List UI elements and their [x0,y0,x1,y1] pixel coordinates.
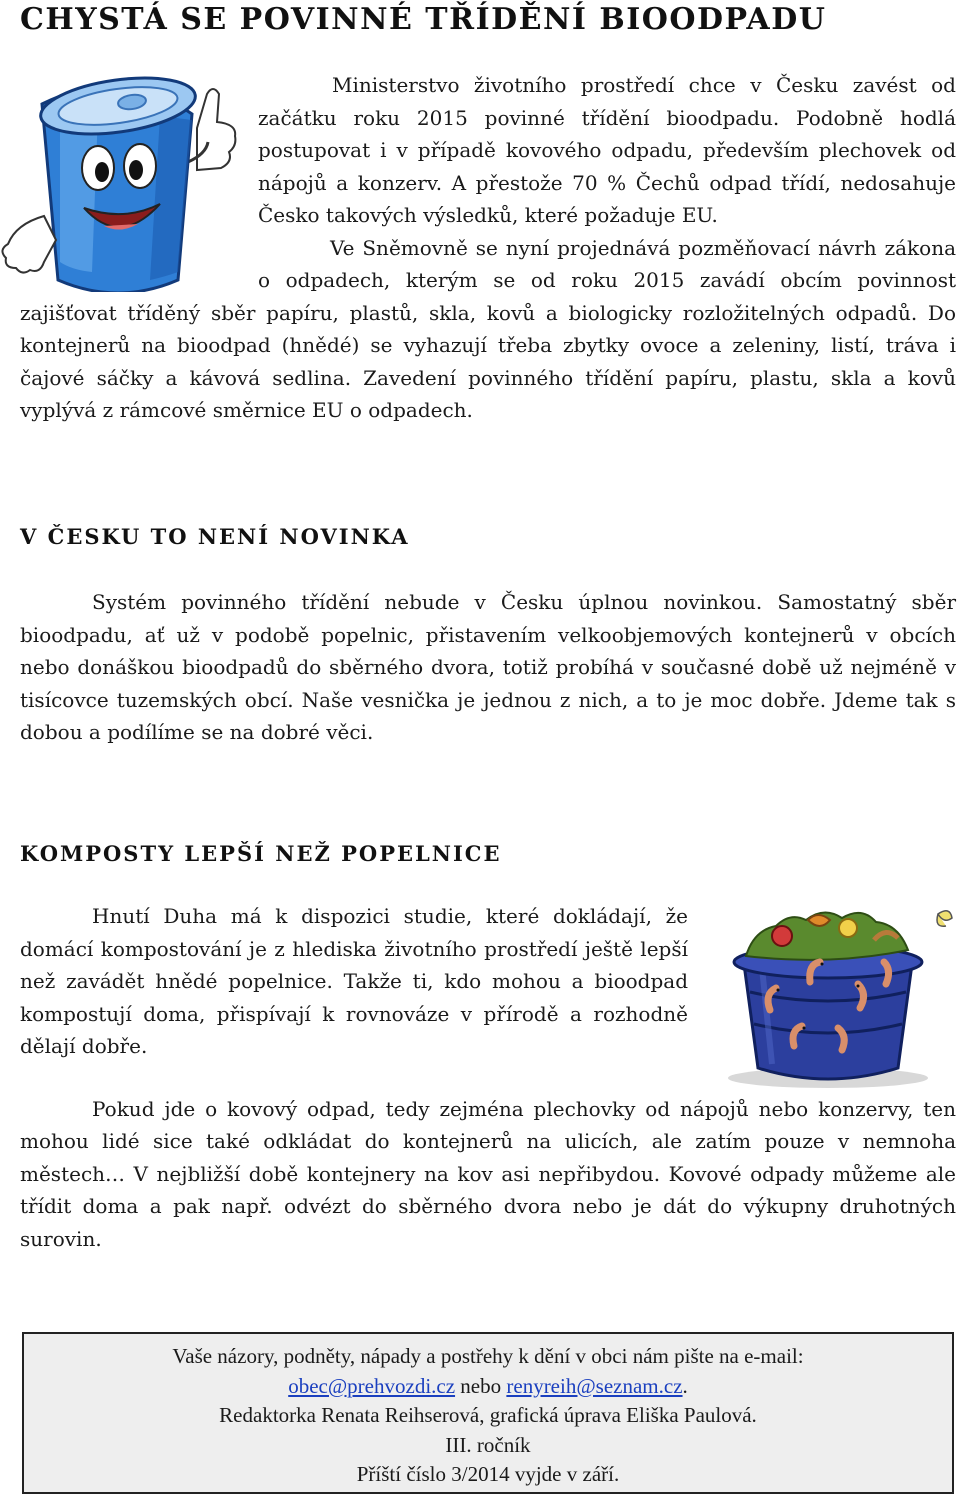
can-mascot-icon [0,66,240,292]
headline-sorting-biowaste: CHYSTÁ SE POVINNÉ TŘÍDĚNÍ BIOODPADU [20,2,827,37]
email-link-obec[interactable]: obec@prehvozdi.cz [288,1373,456,1398]
article2-body [20,586,956,749]
article2-paragraph1: Systém povinného třídění nebude v Česku úplnou novinkou. Samostatný sběr bioodpadu, ať už v podobě popelnic, přistavením velkoobjemových kontejnerů v obcích nebo donáškou bioodpadů do sběrného dvora, totiž probíhá v současné době už nejméně v tisícovce tuzemských obcí. Naše vesnička je jednou z nich, a to je moc dobře. Jdeme tak s dobou a podílíme se na dobré věci. [20,590,956,744]
footer-editors-line: Redaktorka Renata Reihserová, grafická úprava Eliška Paulová. [219,1403,757,1427]
headline-not-new: V ČESKU TO NENÍ NOVINKA [20,524,410,549]
email-link-renyreih[interactable]: renyreih@seznam.cz [506,1373,683,1398]
article3-paragraph1: Hnutí Duha má k dispozici studie, které dokládají, že domácí kompostování je z hlediska životního prostředí ještě lepší než zavádět hnědé popelnice. Takže ti, kdo mohou a bioodpad kompostují doma, přispívají k rovnováze v přírodě a rozhodně dělají dobře. [20,904,688,1058]
article1-body [20,66,956,427]
article3-paragraph2: Pokud jde o kovový odpad, tedy zejména plechovky od nápojů nebo konzervy, ten mohou lidé sice také odkládat do kontejnerů na ulicích, ale zatím pouze v nemnoha městech… V nejbližší době kontejnery na kov asi nepřibydou. Kovové odpady můžeme ale třídit doma a pak např. odvézt do sběrného dvora nebo je dát do výkupny druhotných surovin. [20,1096,956,1251]
footer-conjunction: nebo [455,1373,507,1398]
contact-footer [22,1332,954,1494]
article1-paragraph2: Ve Sněmovně se nyní projednává pozměňovací návrh zákona o odpadech, kterým se od roku 2015 zavádí obcím povinnost zajišťovat tříděný sběr papíru, plastů, skla, kovů a biologicky rozložitelných odpadů. Do kontejnerů na bioodpad (hnědé) se vyhazují třeba zbytky ovoce a zeleniny, listí, tráva i čajové sáčky a kávová sedlina. Zavedení povinného třídění papíru, plastu, skla a kovů vyplývá z rámcové směrnice EU o odpadech. [20,235,956,422]
footer-contact-line: Vaše názory, podněty, nápady a postřehy k dění v obci nám pište na e-mail: [172,1344,804,1368]
article1-paragraph1: Ministerstvo životního prostředí chce v Česku zavést od začátku roku 2015 povinné třídění bioodpadu. Podobně hodlá postupovat i v případě kovového odpadu, především plechovek od nápojů a konzerv. A přestože 70 % Čechů odpad třídí, nedosahuje Česko takových výsledků, které požaduje EU. [258,73,956,227]
compost-bin-icon [710,906,960,1092]
headline-compost: KOMPOSTY LEPŠÍ NEŽ POPELNICE [20,841,502,866]
footer-emails-line [24,1372,952,1402]
footer-volume-line: III. ročník [445,1432,531,1457]
footer-next-issue-line: Příští číslo 3/2014 vyjde v září. [356,1462,620,1486]
article3-body [20,900,956,1255]
footer-period: . [682,1373,688,1398]
